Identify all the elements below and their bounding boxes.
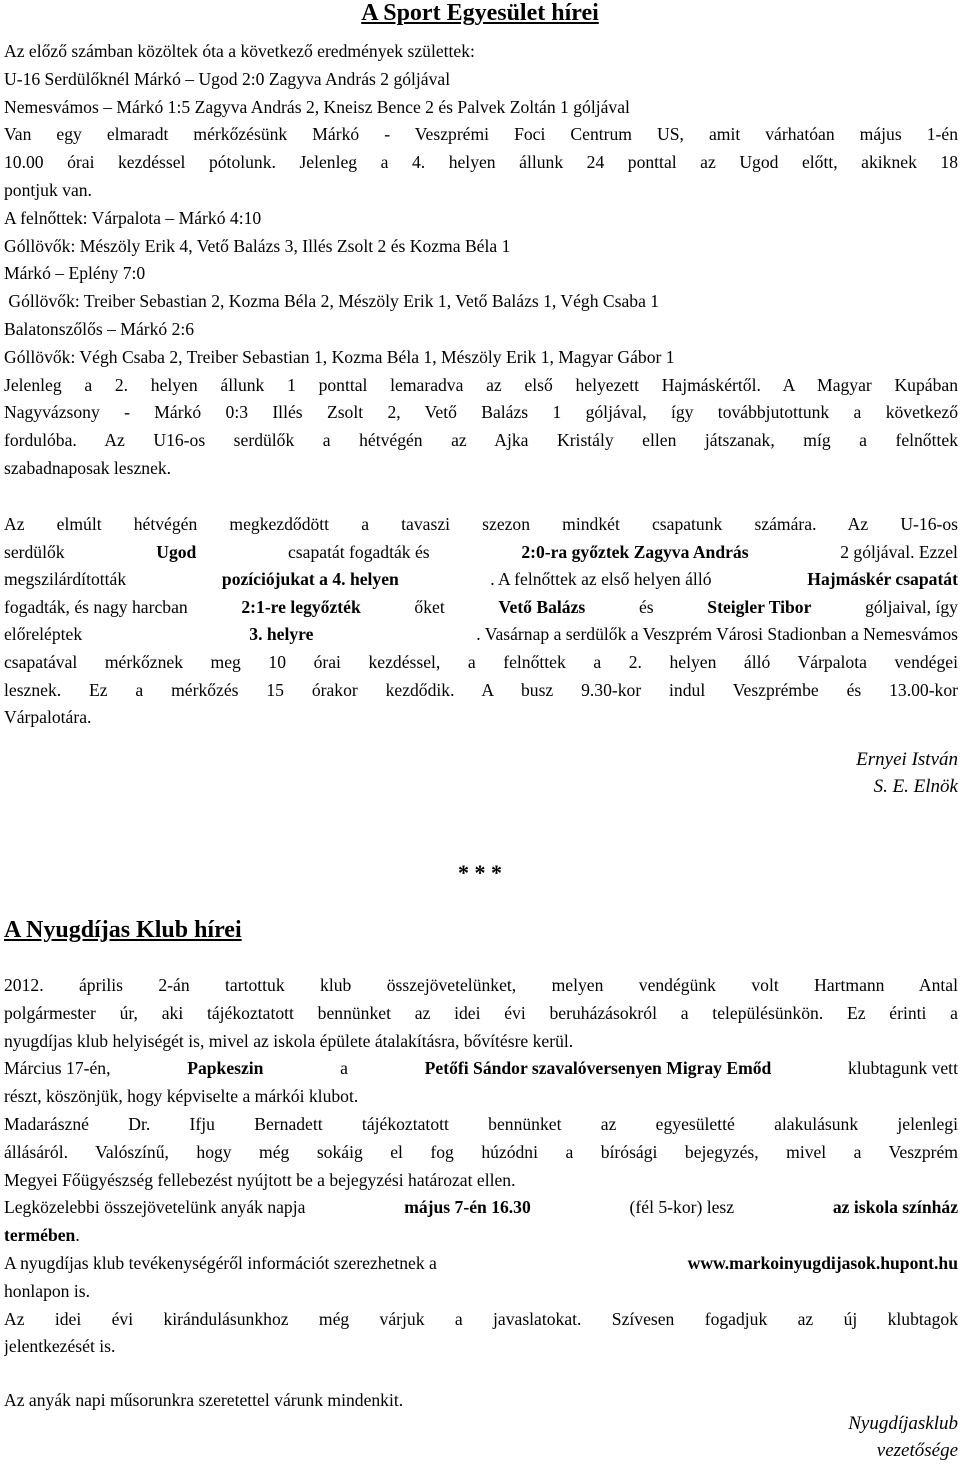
text-line: Az anyák napi műsorunkra szeretettel várunk mindenkit. — [4, 1390, 404, 1410]
club-section-title: A Nyugdíjas Klub hírei — [4, 917, 242, 943]
club-meeting-paragraph — [4, 972, 958, 1361]
text-line: A nyugdíjas klub tevékenységéről információt szerezhetnek a www.markoinyugdijasok.hupont.hu — [4, 1250, 958, 1278]
adult-results-list — [4, 205, 958, 372]
bold-term: pozíciójukat a 4. helyen — [221, 569, 399, 590]
text-line: Madarászné Dr. Ifju Bernadett tájékoztatott bennünket az egyesületté alakulásunk jelenlegi — [4, 1113, 958, 1134]
sport-section-title: A Sport Egyesület hírei — [361, 0, 599, 26]
text-line: serdülők Ugod csapatát fogadták és 2:0-ra győztek Zagyva András 2 góljával. Ezzel — [4, 539, 958, 567]
bold-term: Ugod — [156, 541, 197, 562]
text-line: részt, köszönjük, hogy képviselte a márkói klubot. — [4, 1086, 359, 1107]
text-line: Balatonszőlős – Márkó 2:6 — [4, 318, 195, 339]
bold-term: Steigler Tibor — [707, 596, 812, 617]
text-line: Az idei évi kirándulásunkhoz még várjuk a javaslatokat. Szívesen fogadjuk az új klubtagok — [4, 1308, 958, 1329]
text-line: Van egy elmaradt mérkőzésünk Márkó - Veszprémi Foci Centrum US, amit várhatóan május 1-én — [4, 124, 958, 145]
bold-term: Hajmáskér csapatát — [807, 569, 958, 590]
text-line: szabadnaposak lesznek. — [4, 457, 172, 478]
closing-line — [4, 1387, 958, 1415]
sport-results-intro — [4, 38, 958, 121]
text-line: megszilárdították pozíciójukat a 4. helyen . A felnőttek az első helyen álló Hajmáskér csapatát — [4, 566, 958, 594]
text-line: Nemesvámos – Márkó 1:5 Zagyva András 2, Kneisz Bence 2 és Palvek Zoltán 1 góljával — [4, 96, 630, 117]
text-line: fogadták, és nagy harcban 2:1-re legyőzték őket Vető Balázs és Steigler Tibor góljaival, így — [4, 594, 958, 622]
sport-signature-name: Ernyei István — [856, 749, 958, 770]
text-line: A felnőttek: Várpalota – Márkó 4:10 — [4, 207, 262, 228]
text-line: honlapon is. — [4, 1280, 91, 1301]
text-line: Góllövők: Mészöly Erik 4, Vető Balázs 3, Illés Zsolt 2 és Kozma Béla 1 — [4, 235, 511, 256]
section-separator: * * * — [458, 860, 502, 885]
club-signature-line1: Nyugdíjasklub — [848, 1413, 958, 1434]
text-line: nyugdíjas klub helyiségét is, mivel az iskola épülete átalakításra, bővítésre kerül. — [4, 1030, 574, 1051]
spring-season-paragraph — [4, 511, 958, 732]
text-line: 10.00 órai kezdéssel pótolunk. Jelenleg a 4. helyen állunk 24 ponttal az Ugod előtt, akiknek 18 — [4, 152, 958, 173]
text-line: Jelenleg a 2. helyen állunk 1 ponttal lemaradva az első helyezett Hajmáskértől. A Magyar Kupában — [4, 374, 958, 395]
text-line: Az előző számban közöltek óta a következő eredmények születtek: — [4, 41, 475, 61]
club-signature-line2: vezetősége — [876, 1440, 958, 1461]
text-line: pontjuk van. — [4, 179, 92, 200]
text-line: előreléptek 3. helyre . Vasárnap a serdülők a Veszprém Városi Stadionban a Nemesvámos — [4, 621, 958, 649]
text-line: termében. — [4, 1225, 80, 1246]
text-line: Góllövők: Végh Csaba 2, Treiber Sebastian 1, Kozma Béla 1, Mészöly Erik 1, Magyar Gábor 1 — [4, 346, 675, 367]
website-link-text: www.markoinyugdijasok.hupont.hu — [687, 1252, 958, 1273]
text-line: Várpalotára. — [4, 707, 92, 728]
text-line: jelentkezését is. — [4, 1336, 116, 1357]
bold-term: az iskola színház — [832, 1197, 958, 1218]
text-line: fordulóba. Az U16-os serdülők a hétvégén az Ajka Kristály ellen játszanak, míg a felnőttek — [4, 430, 958, 451]
text-line: Az elmúlt hétvégén megkezdődött a tavaszi szezon mindkét csapatunk számára. Az U-16-os — [4, 514, 958, 534]
text-line: Megyei Főügyészség fellebezést nyújtott be a bejegyzési határozat ellen. — [4, 1169, 516, 1190]
bold-term: Petőfi Sándor szavalóversenyen Migray Emőd — [424, 1058, 772, 1079]
text-line: csapatával mérkőznek meg 10 órai kezdéssel, a felnőttek a 2. helyen álló Várpalota vendégei — [4, 651, 958, 672]
text-line: Március 17-én, Papkeszin a Petőfi Sándor szavalóversenyen Migray Emőd klubtagunk vett — [4, 1055, 958, 1083]
text-line: Legközelebbi összejövetelünk anyák napja május 7-én 16.30 (fél 5-kor) lesz az iskola színház — [4, 1194, 958, 1222]
bold-term: 2:0-ra győztek Zagyva András — [521, 541, 749, 562]
cup-paragraph — [4, 372, 958, 483]
text-line: lesznek. Ez a mérkőzés 15 órakor kezdődik. A busz 9.30-kor indul Veszprémbe és 13.00-kor — [4, 679, 958, 700]
text-line: polgármester úr, aki tájékoztatott bennünket az idei évi beruházásokról a településünkön. Ez érinti a — [4, 1002, 958, 1023]
sport-standing-paragraph — [4, 121, 958, 204]
text-line: állásáról. Valószínű, hogy még sokáig el fog húzódni a bírósági bejegyzés, mivel a Veszprém — [4, 1141, 958, 1162]
text-line: U-16 Serdülőknél Márkó – Ugod 2:0 Zagyva András 2 góljával — [4, 68, 451, 89]
text-line: 2012. április 2-án tartottuk klub összejövetelünket, melyen vendégünk volt Hartmann Antal — [4, 975, 958, 995]
bold-term: május 7-én 16.30 — [404, 1197, 531, 1218]
bold-term: Vető Balázs — [498, 596, 586, 617]
text-line: Nagyvázsony - Márkó 0:3 Illés Zsolt 2, Vető Balázs 1 góljával, így továbbjutottunk a következő — [4, 402, 958, 423]
bold-term: Papkeszin — [187, 1058, 264, 1079]
bold-term: termében — [4, 1225, 76, 1246]
bold-term: 3. helyre — [249, 624, 314, 645]
sport-signature-title: S. E. Elnök — [873, 776, 958, 797]
text-line: Góllövők: Treiber Sebastian 2, Kozma Béla 2, Mészöly Erik 1, Vető Balázs 1, Végh Csaba 1 — [4, 291, 660, 312]
text-line: Márkó – Eplény 7:0 — [4, 263, 146, 284]
bold-term: 2:1-re legyőzték — [241, 596, 361, 617]
